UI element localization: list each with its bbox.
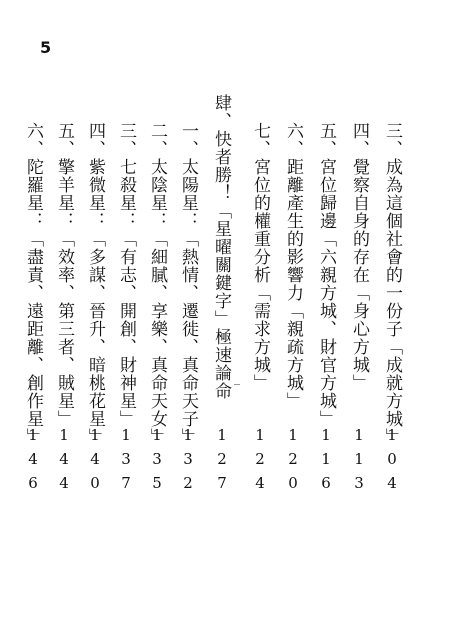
toc-entry-title: 四、覺察自身的存在「身心方城」 (349, 122, 369, 392)
page-number: 5 (40, 38, 52, 57)
toc-entry-page: 120 (284, 426, 302, 498)
toc-entry-page: 113 (350, 426, 368, 498)
toc-entry-page: 144 (55, 426, 73, 498)
toc-entry-page: 124 (251, 426, 269, 498)
toc-entry-title: 六、陀羅星：「盡責、遠距離、創作星」 (23, 122, 43, 446)
toc-entry-page: 116 (317, 426, 335, 498)
separator-mark (234, 384, 240, 385)
chapter-page: 127 (213, 426, 231, 498)
toc-entry-page: 135 (148, 426, 166, 498)
toc-entry-title: 四、紫微星：「多謀、晉升、暗桃花星」 (85, 122, 105, 446)
toc-entry-title: 三、七殺星：「有志、開創、財神星」 (116, 122, 136, 428)
toc-entry-page: 140 (86, 426, 104, 498)
toc-entry-title: 五、宮位歸邊「六親方城、財官方城」 (316, 122, 336, 428)
toc-entry-page: 132 (179, 426, 197, 498)
toc-entry-title: 三、成為這個社會的一份子「成就方城」 (382, 122, 402, 446)
chapter-title: 肆、快者勝！「星曜關鍵字」極速論命 (211, 94, 231, 400)
toc-entry-title: 一、太陽星：「熱情、遷徙、真命天子」 (178, 122, 198, 446)
toc-entry-title: 二、太陰星：「細膩、享樂、真命天女」 (147, 122, 167, 446)
toc-entry-page: 146 (24, 426, 42, 498)
toc-entry-page: 104 (383, 426, 401, 498)
toc-entry-page: 137 (117, 426, 135, 498)
toc-entry-title: 七、宮位的權重分析「需求方城」 (250, 122, 270, 392)
toc-entry-title: 六、距離產生的影響力「親疏方城」 (283, 122, 303, 410)
toc-entry-title: 五、擎羊星：「效率、第三者、賊星」 (54, 122, 74, 428)
